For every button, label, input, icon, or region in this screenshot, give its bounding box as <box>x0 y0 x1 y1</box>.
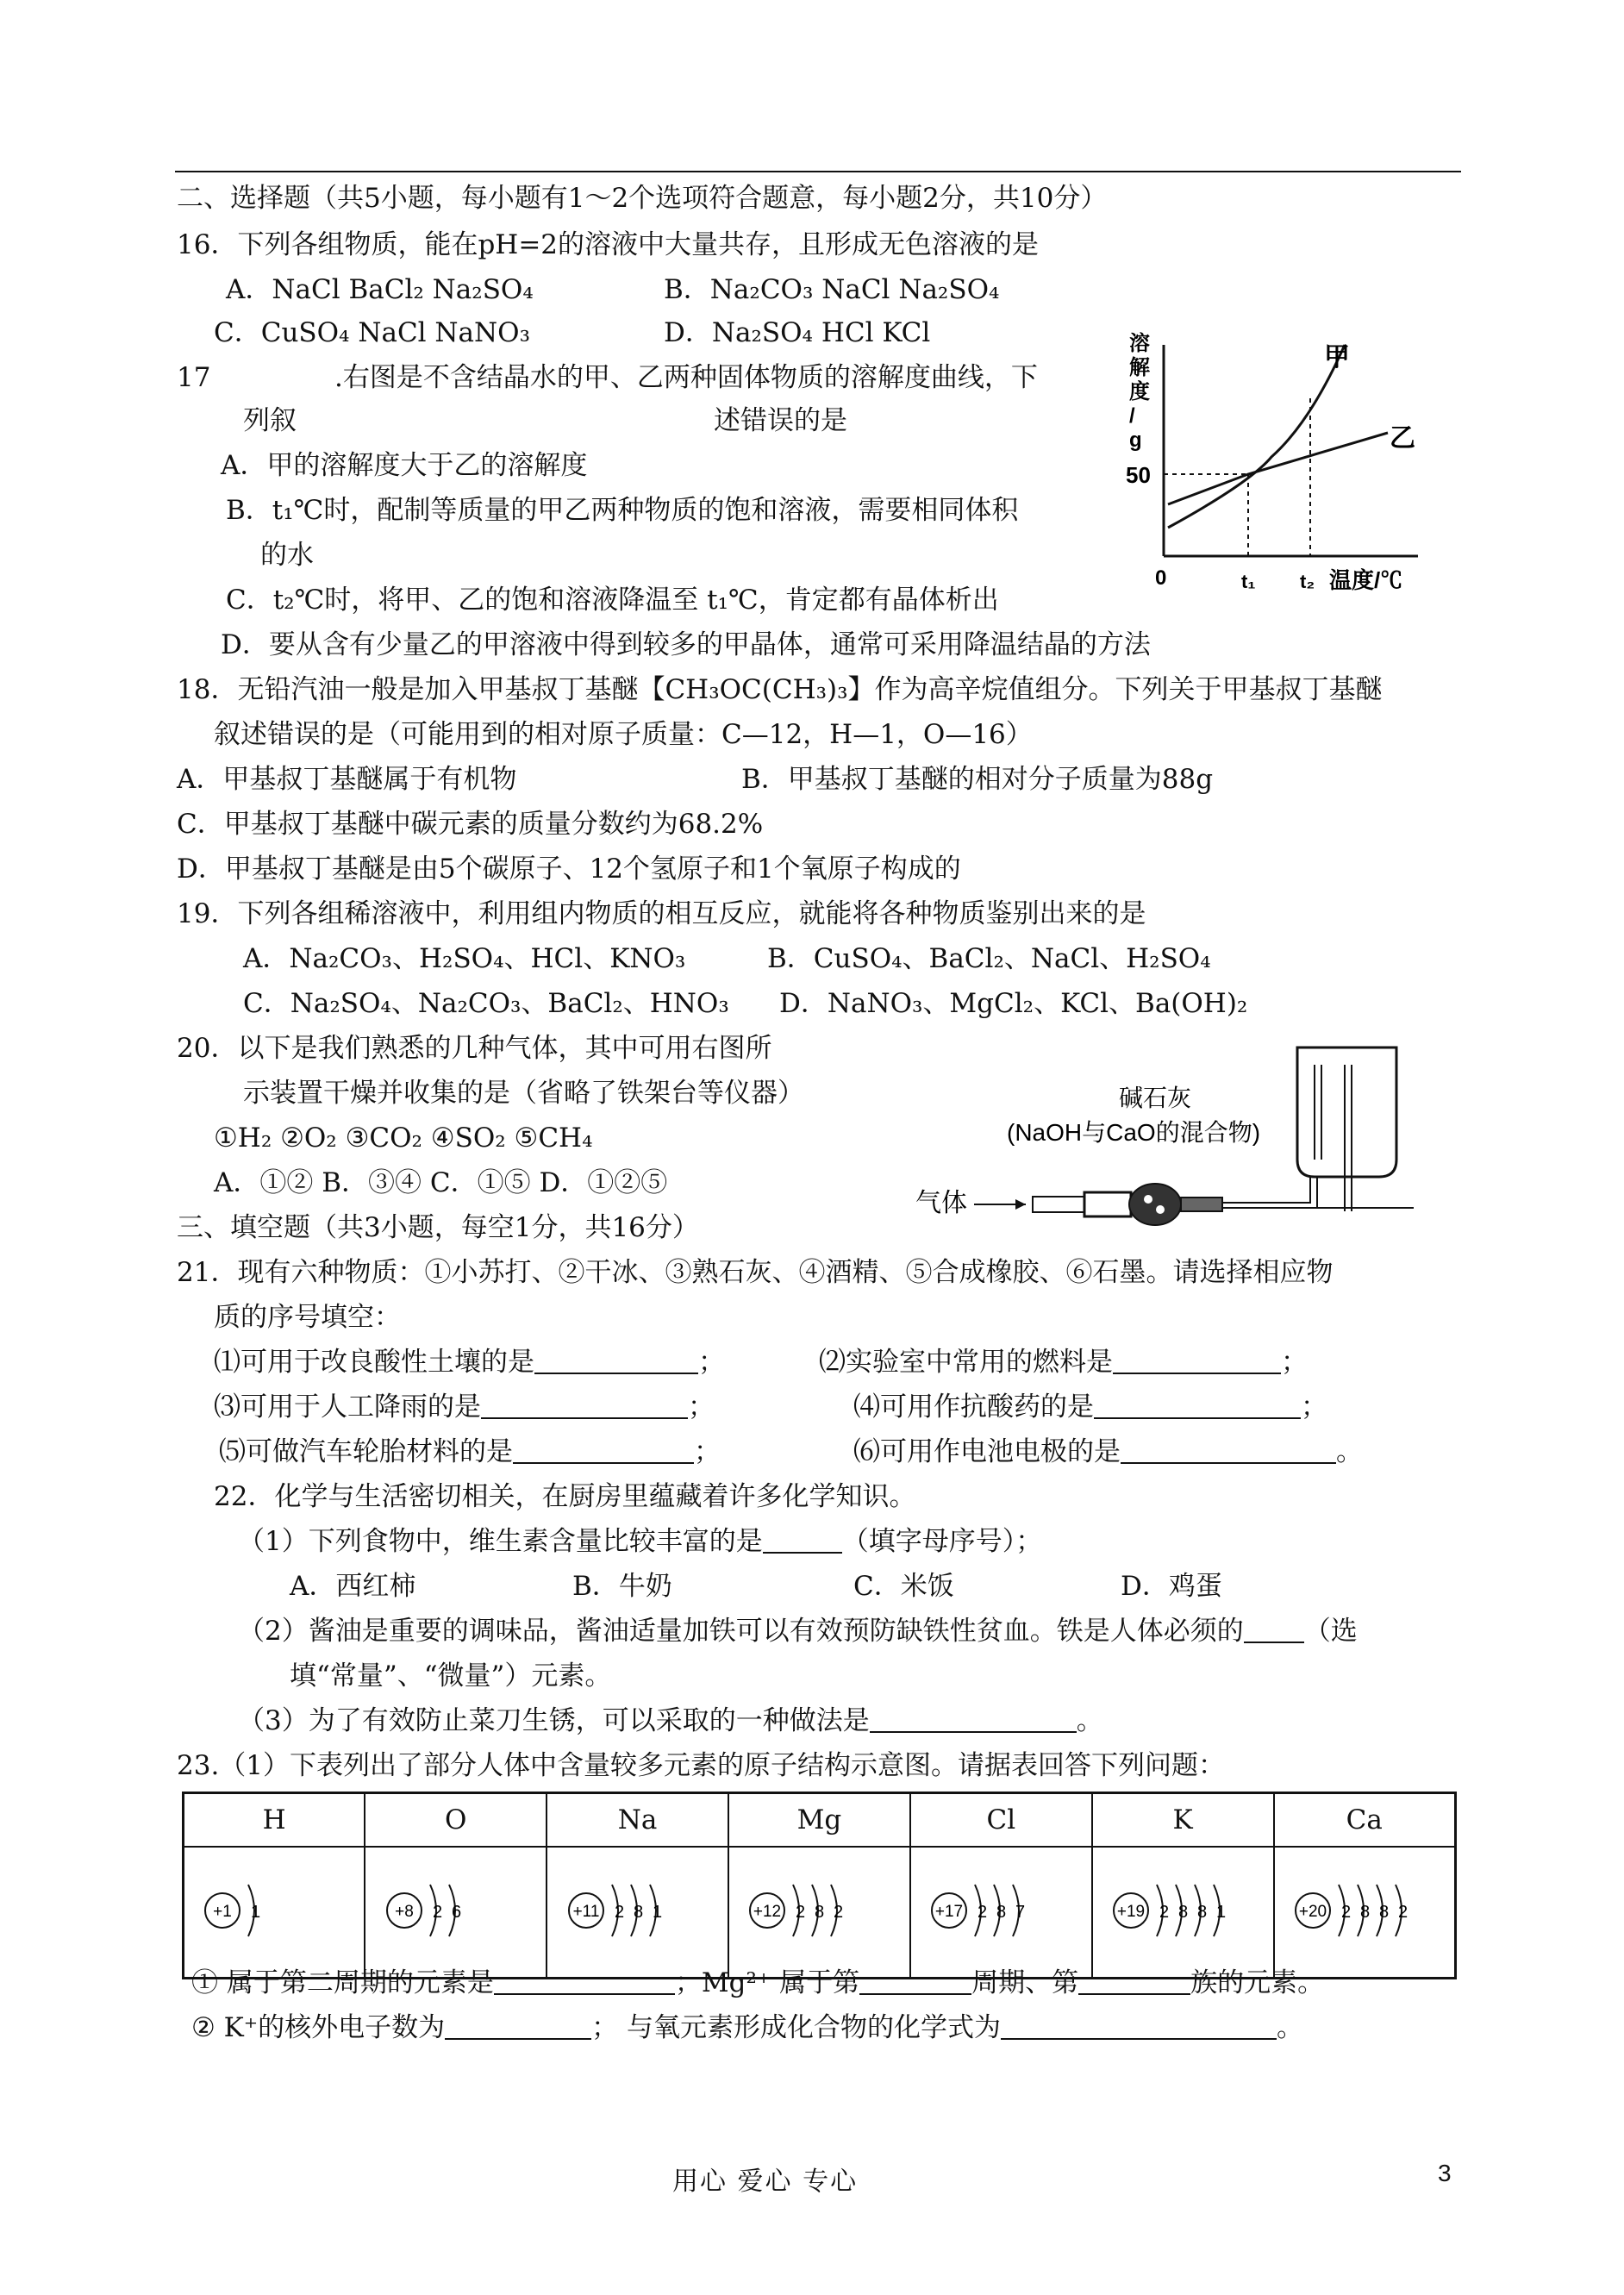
q18-stem-1: 18．无铅汽油一般是加入甲基叔丁基醚【CH₃OC(CH₃)₃】作为高辛烷值组分。下列关于甲基叔丁基醚 <box>177 674 1383 705</box>
q21-part-3-text: ⑶可用于人工降雨的是 <box>214 1391 481 1423</box>
q23-q2-text-b: ； 与氧元素形成化合物的化学式为 <box>591 2012 1002 2043</box>
q18-option-a: A．甲基叔丁基醚属于有机物 <box>177 764 517 795</box>
q23-blank-3[interactable] <box>1078 1967 1190 1995</box>
atomic-structure-table <box>182 1792 1457 1979</box>
graph-ylabel-char: / <box>1129 404 1135 428</box>
atom-diagram-cell <box>365 1847 547 1979</box>
q21-stem-1: 21．现有六种物质：①小苏打、②干冰、③熟石灰、④酒精、⑤合成橡胶、⑥石墨。请选择相应物 <box>177 1257 1334 1288</box>
table-header-row <box>184 1793 1456 1848</box>
q18-option-d: D．甲基叔丁基醚是由5个碳原子、12个氢原子和1个氧原子构成的 <box>177 854 961 885</box>
q21-part-4 <box>853 1390 1327 1424</box>
electron-count: 1 <box>652 1903 662 1922</box>
q22-part-2 <box>238 1614 1358 1648</box>
atom-diagram-cell <box>1092 1847 1274 1979</box>
q17-option-b-line2: 的水 <box>260 540 314 571</box>
drying-apparatus <box>896 1039 1448 1233</box>
page-number: 3 <box>1438 2160 1452 2186</box>
graph-ylabel-char: g <box>1129 428 1142 452</box>
table-diagram-row <box>184 1847 1456 1979</box>
q16-stem: 16．下列各组物质，能在pH=2的溶液中大量共存，且形成无色溶液的是 <box>177 229 1040 260</box>
q23-blank-5[interactable] <box>1001 2012 1277 2040</box>
q17-stem-1: .右图是不含结晶水的甲、乙两种固体物质的溶解度曲线，下 <box>334 362 1038 393</box>
graph-curve-yi-label: 乙 <box>1390 424 1415 453</box>
atom-diagram-cell <box>1274 1847 1456 1979</box>
q17-option-a: A．甲的溶解度大于乙的溶解度 <box>221 450 588 481</box>
q16-option-c: C．CuSO₄ NaCl NaNO₃ <box>214 317 531 348</box>
electron-count: 8 <box>1197 1903 1208 1922</box>
atom-diagram-mg <box>733 1857 905 1960</box>
q21-blank-6[interactable] <box>1121 1436 1336 1464</box>
nucleus-charge: +8 <box>394 1903 414 1921</box>
q21-part-2 <box>819 1345 1308 1379</box>
q22-part-3 <box>238 1704 1103 1738</box>
q19-option-a: A．Na₂CO₃、H₂SO₄、HCl、KNO₃ <box>243 943 686 974</box>
element-symbol-cell: Mg <box>728 1793 910 1848</box>
graph-t1-label: t₁ <box>1241 571 1256 592</box>
electron-count: 2 <box>1340 1903 1351 1922</box>
q20-stem-2: 示装置干燥并收集的是（省略了铁架台等仪器） <box>243 1078 804 1109</box>
q23-q1-text-d: 族的元素。 <box>1190 1967 1325 1998</box>
curve-yi <box>1168 433 1388 504</box>
electron-count: 8 <box>996 1903 1007 1922</box>
q16-option-a: A．NaCl BaCl₂ Na₂SO₄ <box>226 274 534 305</box>
q18-stem-2: 叙述错误的是（可能用到的相对原子质量：C—12，H—1，O—16） <box>214 719 1033 750</box>
q21-part-5-text: ⑸可做汽车轮胎材料的是 <box>219 1436 513 1467</box>
q21-part-1 <box>214 1345 725 1379</box>
q22-part-2-tail: （选 <box>1303 1616 1358 1647</box>
q22-blank-2[interactable] <box>1244 1616 1304 1643</box>
electron-count: 8 <box>633 1903 643 1922</box>
graph-xlabel: 温度/℃ <box>1329 567 1403 593</box>
q20-stem-1: 20．以下是我们熟悉的几种气体，其中可用右图所 <box>177 1033 772 1064</box>
element-symbol-cell: Na <box>547 1793 728 1848</box>
q23-question-2 <box>191 2010 1303 2045</box>
solubility-graph <box>1121 328 1440 603</box>
atom-diagram-k <box>1096 1857 1269 1960</box>
electron-count: 2 <box>978 1903 988 1922</box>
q21-part-3 <box>214 1390 715 1424</box>
atom-diagram-cell <box>547 1847 728 1979</box>
q16-option-d: D．Na₂SO₄ HCl KCl <box>664 317 931 348</box>
q21-part-4-semi: ； <box>1301 1391 1327 1423</box>
q18-option-b: B．甲基叔丁基醚的相对分子质量为88g <box>741 764 1214 795</box>
section-2-title: 二、选择题（共5小题，每小题有1～2个选项符合题意，每小题2分，共10分） <box>177 183 1108 214</box>
q17-option-c: C．t₂℃时，将甲、乙的饱和溶液降温至 t₁℃，肯定都有晶体析出 <box>226 585 999 616</box>
q23-q1-text-c: 周期、第 <box>971 1967 1079 1998</box>
nucleus-charge: +20 <box>1298 1903 1327 1921</box>
q17-option-d: D．要从含有少量乙的甲溶液中得到较多的甲晶体，通常可采用降温结晶的方法 <box>221 629 1151 660</box>
q21-part-6-text: ⑹可用作电池电极的是 <box>853 1436 1121 1467</box>
nucleus-charge: +1 <box>213 1903 233 1921</box>
q23-question-1 <box>191 1966 1324 2000</box>
q18-option-c: C．甲基叔丁基醚中碳元素的质量分数约为68.2% <box>177 809 764 840</box>
q21-part-6-period: 。 <box>1336 1436 1363 1467</box>
electron-count: 1 <box>251 1903 261 1922</box>
electron-count: 2 <box>432 1903 442 1922</box>
q21-blank-4[interactable] <box>1094 1391 1301 1419</box>
curve-jia <box>1168 345 1345 528</box>
q22-part-3-text: （3）为了有效防止菜刀生锈，可以采取的一种做法是 <box>238 1705 870 1736</box>
q22-part-2-text: （2）酱油是重要的调味品，酱油适量加铁可以有效预防缺铁性贫血。铁是人体必须的 <box>238 1616 1244 1647</box>
q19-option-d: D．NaNO₃、MgCl₂、KCl、Ba(OH)₂ <box>779 988 1248 1019</box>
nucleus-charge: +11 <box>572 1903 600 1921</box>
q23-stem: 23.（1）下表列出了部分人体中含量较多元素的原子结构示意图。请据表回答下列问题： <box>177 1750 1226 1781</box>
electron-count: 8 <box>1378 1903 1389 1922</box>
apparatus-label-1: 碱石灰 <box>1119 1085 1192 1111</box>
q23-q2-text-c: 。 <box>1277 2012 1304 2043</box>
nucleus-charge: +19 <box>1117 1903 1146 1921</box>
q21-part-2-semi: ； <box>1281 1347 1308 1378</box>
apparatus-label-2: (NaOH与CaO的混合物) <box>1007 1119 1261 1146</box>
header-rule <box>175 171 1461 172</box>
q21-part-2-text: ⑵实验室中常用的燃料是 <box>819 1347 1113 1378</box>
q21-part-4-text: ⑷可用作抗酸药的是 <box>853 1391 1094 1423</box>
element-symbol-cell: K <box>1092 1793 1274 1848</box>
electron-count: 8 <box>1178 1903 1189 1922</box>
electron-count: 2 <box>834 1903 844 1922</box>
atom-diagram-h <box>188 1857 360 1960</box>
q22-option-d: D．鸡蛋 <box>1121 1571 1222 1602</box>
q19-stem: 19．下列各组稀溶液中，利用组内物质的相互反应，就能将各种物质鉴别出来的是 <box>177 898 1146 929</box>
q23-blank-1[interactable] <box>494 1967 675 1995</box>
q21-blank-5[interactable] <box>513 1436 694 1464</box>
electron-count: 2 <box>1397 1903 1408 1922</box>
q21-part-5 <box>219 1435 721 1469</box>
graph-ylabel-char: 解 <box>1129 356 1150 379</box>
q22-part-1 <box>238 1524 1042 1559</box>
electron-count: 8 <box>1359 1903 1370 1922</box>
graph-ylabel-char: 度 <box>1129 380 1150 403</box>
element-symbol-cell: Cl <box>910 1793 1092 1848</box>
electron-count: 2 <box>614 1903 624 1922</box>
q22-blank-3[interactable] <box>870 1705 1077 1733</box>
atom-diagram-cell <box>910 1847 1092 1979</box>
q22-part-2-line2: 填“常量”、“微量”）元素。 <box>290 1660 612 1692</box>
q22-option-b: B．牛奶 <box>572 1571 672 1602</box>
q17-stem-2b: 述错误的是 <box>714 405 847 436</box>
nucleus-charge: +17 <box>935 1903 964 1921</box>
apparatus-gas-label: 气体 <box>915 1189 967 1217</box>
electron-count: 1 <box>1216 1903 1227 1922</box>
q23-q2-text-a: ② K⁺的核外电子数为 <box>191 2012 446 2043</box>
graph-origin-label: 0 <box>1155 566 1167 590</box>
electron-count: 7 <box>1015 1903 1026 1922</box>
q22-part-1-text: （1）下列食物中，维生素含量比较丰富的是 <box>238 1526 763 1557</box>
q17-option-b-line1: B．t₁℃时，配制等质量的甲乙两种物质的饱和溶液，需要相同体积 <box>226 495 1019 526</box>
q17-number: 17 <box>177 362 211 393</box>
section-3-title: 三、填空题（共3小题，每空1分，共16分） <box>177 1212 699 1243</box>
q21-part-1-semi: ； <box>698 1347 725 1378</box>
electron-count: 2 <box>1159 1903 1170 1922</box>
q20-options: A．①② B．③④ C．①⑤ D．①②⑤ <box>214 1167 668 1198</box>
q23-blank-2[interactable] <box>859 1967 971 1995</box>
nucleus-charge: +12 <box>753 1903 782 1921</box>
graph-t2-label: t₂ <box>1300 571 1315 592</box>
graph-ylabel-char: 溶 <box>1129 332 1150 355</box>
element-symbol-cell: H <box>184 1793 365 1848</box>
q19-option-c: C．Na₂SO₄、Na₂CO₃、BaCl₂、HNO₃ <box>243 988 729 1019</box>
element-symbol-cell: O <box>365 1793 547 1848</box>
q22-stem: 22．化学与生活密切相关，在厨房里蕴藏着许多化学知识。 <box>214 1481 916 1512</box>
graph-y50-label: 50 <box>1126 462 1151 488</box>
electron-count: 2 <box>796 1903 806 1922</box>
page-footer: 用心 爱心 专心 <box>672 2167 859 2197</box>
atom-diagram-cl <box>915 1857 1087 1960</box>
q22-option-c: C．米饭 <box>853 1571 954 1602</box>
atom-diagram-o <box>370 1857 542 1960</box>
q23-q1-text-a: ① 属于第二周期的元素是 <box>191 1967 494 1998</box>
atom-diagram-cell <box>728 1847 910 1979</box>
q21-stem-2: 质的序号填空： <box>214 1302 401 1333</box>
q19-option-b: B．CuSO₄、BaCl₂、NaCl、H₂SO₄ <box>767 943 1211 974</box>
element-symbol-cell: Ca <box>1274 1793 1456 1848</box>
q22-option-a: A．西红柿 <box>290 1571 416 1602</box>
q23-blank-4[interactable] <box>445 2012 591 2040</box>
q22-part-3-end: 。 <box>1076 1705 1103 1736</box>
q17-stem-2a: 列叙 <box>243 405 297 436</box>
q23-q1-text-b: ；Mg²⁺ 属于第 <box>674 1967 860 1998</box>
q21-part-5-semi: ； <box>694 1436 721 1467</box>
q21-part-1-text: ⑴可用于改良酸性土壤的是 <box>214 1347 534 1378</box>
q16-option-b: B．Na₂CO₃ NaCl Na₂SO₄ <box>664 274 1000 305</box>
q22-blank-1[interactable] <box>763 1526 842 1554</box>
atom-diagram-na <box>552 1857 724 1960</box>
atom-diagram-cell <box>184 1847 365 1979</box>
q21-blank-3[interactable] <box>481 1391 688 1419</box>
q21-part-6 <box>853 1435 1363 1469</box>
graph-curve-jia-label: 甲 <box>1324 343 1350 372</box>
q22-part-1-end: （填字母序号）； <box>841 1526 1043 1557</box>
q21-part-3-semi: ； <box>688 1391 715 1423</box>
atom-diagram-ca <box>1278 1857 1451 1960</box>
electron-count: 8 <box>815 1903 825 1922</box>
q20-gas-list: ①H₂ ②O₂ ③CO₂ ④SO₂ ⑤CH₄ <box>214 1122 593 1154</box>
q21-blank-2[interactable] <box>1113 1347 1281 1374</box>
q21-blank-1[interactable] <box>534 1347 698 1374</box>
electron-count: 6 <box>451 1903 461 1922</box>
